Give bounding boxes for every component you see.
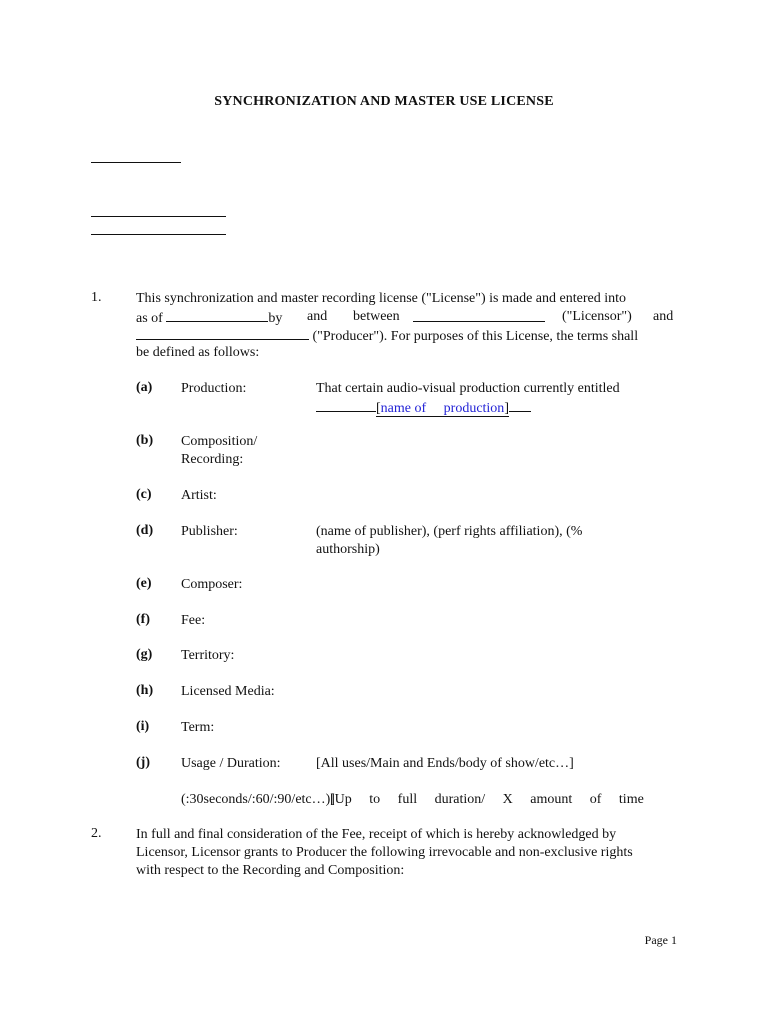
item-value-production (316, 380, 620, 418)
licensor-blank (413, 308, 545, 322)
section-1-line-3 (136, 326, 678, 346)
item-label-artist: Artist: (181, 488, 217, 503)
blank-line-address-2 (91, 234, 226, 235)
production-name-link[interactable]: name of production (380, 401, 505, 416)
item-letter-h: (h) (136, 683, 154, 698)
production-blank-left (316, 398, 376, 412)
producer-blank (136, 326, 309, 340)
and-label-2: and (653, 309, 674, 324)
section-2-line-2: Licensor, Licensor grants to Producer the following irrevocable and non-exclusive rights (136, 845, 633, 860)
blank-line-address-1 (91, 216, 226, 217)
item-value-publisher (316, 523, 582, 559)
item-label-usage-duration: Usage / Duration: (181, 756, 281, 771)
item-letter-g: (g) (136, 647, 153, 662)
date-blank (166, 308, 268, 322)
item-label-composer: Composer: (181, 577, 243, 592)
section-number-2: 2. (91, 826, 102, 841)
section-1-line-4 (136, 344, 678, 362)
production-value-line-1: That certain audio-visual production currently entitled (316, 381, 620, 396)
item-label-territory: Territory: (181, 648, 235, 663)
item-label-production: Production: (181, 381, 247, 396)
licensor-label: ("Licensor") (562, 309, 632, 324)
production-bracket-close: ] (504, 401, 509, 416)
as-of-label: as of (136, 311, 163, 326)
page-number: Page 1 (644, 933, 677, 947)
document-title: SYNCHRONIZATION AND MASTER USE LICENSE (214, 94, 554, 109)
item-label-composition (181, 433, 257, 469)
publisher-value-line-1: (name of publisher), (perf rights affiliation), (% (316, 524, 583, 539)
production-bracket-open: [ (376, 401, 381, 416)
section-number-1: 1. (91, 290, 102, 305)
section-1-line-2 (136, 308, 678, 328)
publisher-value-line-2: authorship) (316, 542, 380, 557)
usage-value-line-3: (:30seconds/:60/:90/etc…)] (181, 792, 335, 807)
usage-value-line-1: [All uses/Main and Ends/body of show/etc…] (316, 756, 574, 771)
item-label-licensed-media: Licensed Media: (181, 684, 275, 699)
item-label-publisher: Publisher: (181, 524, 238, 539)
item-letter-j: (j) (136, 755, 150, 770)
producer-label: ("Producer"). For purposes of this License, the terms shall (312, 329, 639, 344)
section-2-line-1: In full and final consideration of the Fee, receipt of which is hereby acknowledged by (136, 827, 617, 842)
item-letter-b: (b) (136, 433, 154, 448)
item-letter-e: (e) (136, 576, 152, 591)
production-blank-right (509, 398, 531, 412)
composition-label-line-2: Recording: (181, 452, 244, 467)
and-label-1: and (307, 309, 328, 324)
by-label: by (268, 311, 283, 326)
item-letter-i: (i) (136, 719, 150, 734)
usage-value-line-2 (316, 773, 678, 827)
section-1-text-1: This synchronization and master recording license ("License") is made and entered into (136, 291, 626, 306)
composition-label-line-1: Composition/ (181, 434, 258, 449)
blank-line-date (91, 162, 181, 163)
item-letter-f: (f) (136, 612, 150, 627)
item-letter-a: (a) (136, 380, 153, 395)
item-label-fee: Fee: (181, 613, 206, 628)
section-1-text-4: be defined as follows: (136, 345, 260, 360)
item-letter-d: (d) (136, 523, 154, 538)
usage-value-line-2-text: [Up to full duration/ X amount of time (330, 792, 644, 807)
item-label-term: Term: (181, 720, 215, 735)
section-1-line-1 (136, 290, 678, 308)
section-2-line-3: with respect to the Recording and Composition: (136, 863, 405, 878)
production-value-line-2 (316, 398, 620, 418)
item-letter-c: (c) (136, 487, 152, 502)
item-value-usage (316, 755, 678, 773)
between-label: between (353, 309, 400, 324)
